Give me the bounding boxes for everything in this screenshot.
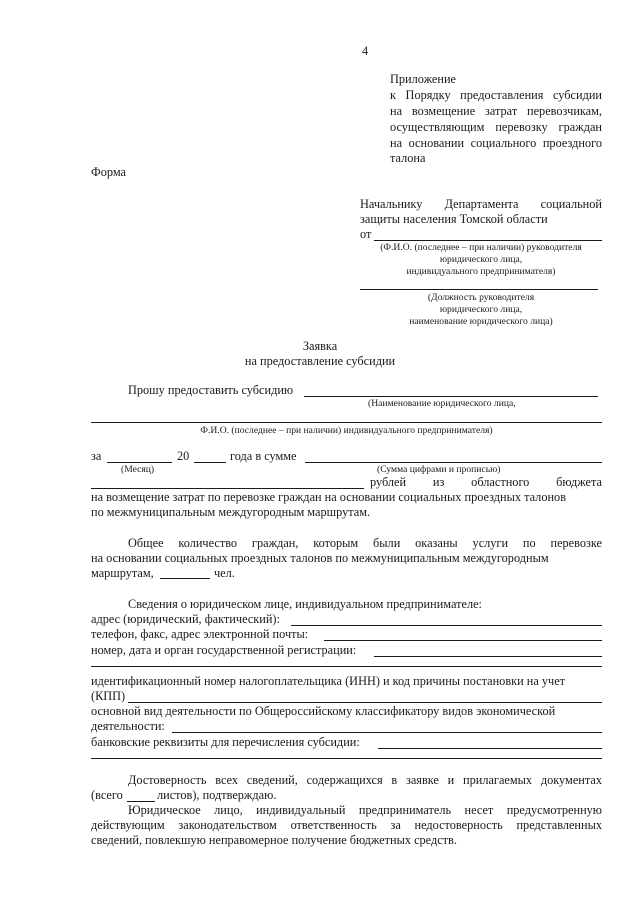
contacts-label: телефон, факс, адрес электронной почты:	[91, 627, 309, 641]
document-subtitle: на предоставление субсидии	[244, 354, 396, 368]
bank-field[interactable]	[378, 748, 602, 749]
field-hint: наименование юридического лица)	[409, 316, 553, 327]
confirm-text: Достоверность всех сведений, содержащихся в заявке и прилагаемых документах	[128, 773, 602, 787]
field-hint: (Сумма цифрами и прописью)	[377, 464, 501, 475]
for-label: за	[91, 449, 102, 463]
responsibility-text: сведений, повлекшую неправомерное получение бюджетных средств.	[91, 833, 457, 847]
bank-field-2[interactable]	[91, 758, 602, 759]
form-label: Форма	[91, 165, 126, 179]
sheets-count-field[interactable]	[127, 801, 155, 802]
month-field[interactable]	[107, 462, 172, 463]
inn-field[interactable]	[128, 702, 602, 703]
addressee-line: Начальнику Департамента социальной	[360, 197, 602, 211]
address-field[interactable]	[291, 625, 602, 626]
position-field[interactable]	[360, 289, 598, 290]
from-label: от	[360, 227, 372, 241]
field-hint: юридического лица,	[439, 304, 523, 315]
registration-field-2[interactable]	[91, 666, 602, 667]
year-prefix: 20	[177, 449, 190, 463]
appendix-line: осуществляющим перевозку граждан	[390, 120, 602, 134]
appendix-line: на основании социального проездного	[390, 136, 602, 150]
responsibility-text: действующим законодательством ответственность за недостоверность представленных	[91, 818, 602, 832]
citizens-unit: чел.	[214, 566, 235, 580]
citizens-text: Общее количество граждан, которым были оказаны услуги по перевозке	[128, 536, 602, 550]
sum-field[interactable]	[305, 462, 602, 463]
field-hint: (Ф.И.О. (последнее – при наличии) руководителя	[380, 242, 582, 253]
citizens-count-field[interactable]	[160, 578, 210, 579]
from-name-field[interactable]	[374, 240, 602, 241]
info-heading: Сведения о юридическом лице, индивидуальном предпринимателе:	[128, 597, 482, 611]
responsibility-text: Юридическое лицо, индивидуальный предприниматель несет предусмотренную	[128, 803, 602, 817]
field-hint: юридического лица,	[439, 254, 523, 265]
contacts-field[interactable]	[324, 640, 602, 641]
sum-field-2[interactable]	[91, 488, 364, 489]
field-hint: индивидуального предпринимателя)	[406, 266, 556, 277]
purpose-text: по межмуниципальным междугородным маршрутам.	[91, 505, 371, 519]
appendix-line: к Порядку предоставления субсидии	[390, 88, 602, 102]
field-hint: Ф.И.О. (последнее – при наличии) индивидуального предпринимателя)	[200, 425, 493, 436]
year-field[interactable]	[194, 462, 226, 463]
org-name-field-2[interactable]	[91, 422, 602, 423]
confirm-text: (всего	[91, 788, 123, 802]
appendix-line: на возмещение затрат перевозчикам,	[390, 104, 602, 118]
purpose-text: на возмещение затрат по перевозке граждан на основании социальных проездных талонов	[91, 490, 566, 504]
address-label: адрес (юридический, фактический):	[91, 612, 280, 626]
request-text: Прошу предоставить субсидию	[128, 383, 294, 397]
inn-label: (КПП)	[91, 689, 126, 703]
bank-label: банковские реквизиты для перечисления субсидии:	[91, 735, 360, 749]
document-title: Заявка	[302, 339, 338, 353]
confirm-text: листов), подтверждаю.	[157, 788, 277, 802]
appendix-title: Приложение	[390, 72, 456, 86]
addressee-line: защиты населения Томской области	[360, 212, 548, 226]
citizens-text: маршрутам,	[91, 566, 154, 580]
page-number: 4	[362, 44, 369, 58]
field-hint: (Должность руководителя	[427, 292, 535, 303]
registration-field[interactable]	[374, 656, 602, 657]
okved-label: деятельности:	[91, 719, 165, 733]
org-name-field[interactable]	[304, 396, 598, 397]
okved-label: основной вид деятельности по Общероссийскому классификатору видов экономической	[91, 704, 556, 718]
okved-field[interactable]	[172, 732, 602, 733]
registration-label: номер, дата и орган государственной регистрации:	[91, 643, 357, 657]
sum-label: года в сумме	[230, 449, 297, 463]
field-hint: (Наименование юридического лица,	[368, 398, 516, 409]
field-hint: (Месяц)	[121, 464, 155, 475]
citizens-text: на основании социальных проездных талонов по межмуниципальным междугородным	[91, 551, 549, 565]
inn-label: идентификационный номер налогоплательщика (ИНН) и код причины постановки на учет	[91, 674, 566, 688]
appendix-line: талона	[390, 151, 426, 165]
budget-text: рублей из областного бюджета	[370, 475, 602, 489]
